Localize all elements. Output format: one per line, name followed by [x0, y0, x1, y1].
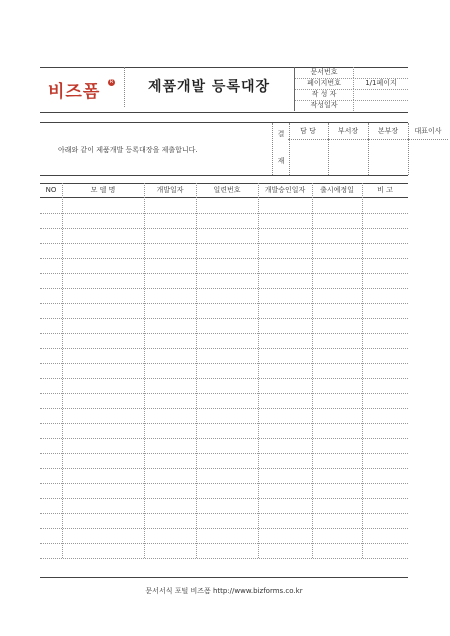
column-divider	[312, 183, 313, 558]
approval-side-bottom: 재	[277, 157, 285, 165]
column-divider	[258, 183, 259, 558]
table-row[interactable]	[40, 423, 408, 439]
table-row[interactable]	[40, 348, 408, 364]
approval-header: 부서장	[328, 123, 368, 140]
col-release-date-header: 출시예정일	[320, 186, 354, 194]
registered-mark-icon: R	[109, 79, 114, 85]
table-row[interactable]	[40, 453, 408, 469]
info-value[interactable]	[354, 100, 408, 111]
table-row[interactable]	[40, 303, 408, 319]
info-label: 페이지번호	[294, 78, 354, 89]
table-row[interactable]	[40, 378, 408, 394]
approval-box	[272, 123, 448, 175]
info-value[interactable]	[354, 89, 408, 100]
logo-text: 비즈폼	[48, 82, 101, 102]
approval-cell[interactable]	[408, 123, 448, 175]
column-divider	[62, 183, 63, 558]
table-row[interactable]	[40, 333, 408, 349]
table-row[interactable]	[40, 288, 408, 304]
table-row[interactable]	[40, 363, 408, 379]
info-label: 작성일자	[294, 100, 354, 111]
intro-text: 아래와 같이 제품개발 등록대장을 제출합니다.	[58, 146, 198, 154]
approval-cell[interactable]	[328, 123, 369, 175]
table-row[interactable]	[40, 243, 408, 259]
col-model-header: 모 델 명	[90, 186, 116, 194]
table-row[interactable]	[40, 273, 408, 289]
document-title: 제품개발 등록대장	[147, 79, 271, 95]
table-row[interactable]	[40, 318, 408, 334]
table-row[interactable]	[40, 468, 408, 484]
footer-line	[40, 577, 408, 578]
table-row[interactable]	[40, 438, 408, 454]
col-serial-header: 일련번호	[213, 186, 241, 194]
approval-header: 대표이사	[408, 123, 448, 140]
col-dev-date-header: 개발일자	[156, 186, 184, 194]
table-row[interactable]	[40, 543, 408, 559]
info-value[interactable]: 1/1페이지	[365, 79, 397, 87]
approval-side-top: 결	[277, 130, 285, 138]
column-divider	[362, 183, 363, 558]
info-label: 문서번호	[294, 67, 354, 78]
table-header	[40, 183, 408, 198]
table-row[interactable]	[40, 258, 408, 274]
table-row[interactable]	[40, 393, 408, 409]
approval-cell[interactable]	[368, 123, 409, 175]
table-row[interactable]	[40, 228, 408, 244]
table-row[interactable]	[40, 513, 408, 529]
column-divider	[144, 183, 145, 558]
info-value[interactable]	[354, 67, 408, 78]
approval-cell[interactable]	[288, 123, 329, 175]
intro-section	[40, 122, 442, 176]
table-row[interactable]	[40, 198, 408, 214]
footer-text: 문서서식 포털 비즈폼 http://www.bizforms.co.kr	[145, 587, 303, 595]
col-note-header: 비 고	[377, 186, 393, 194]
header-bottom-line	[40, 112, 408, 113]
info-label: 작 성 자	[294, 89, 354, 100]
column-divider	[196, 183, 197, 558]
brand-logo	[40, 67, 125, 107]
table-row[interactable]	[40, 483, 408, 499]
table-row[interactable]	[40, 408, 408, 424]
col-no-header: NO	[45, 186, 57, 194]
col-approval-date-header: 개발승인일자	[264, 186, 306, 194]
approval-header: 담 당	[288, 123, 328, 140]
table-row[interactable]	[40, 528, 408, 544]
approval-header: 본부장	[368, 123, 408, 140]
table-row[interactable]	[40, 498, 408, 514]
table-row[interactable]	[40, 213, 408, 229]
document-info-box	[294, 67, 408, 112]
info-row	[294, 100, 408, 111]
